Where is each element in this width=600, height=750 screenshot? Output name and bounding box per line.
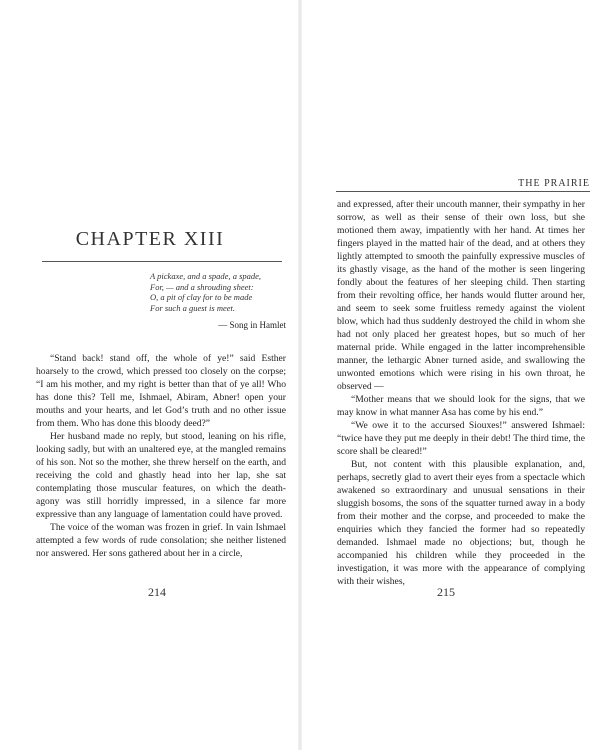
left-body-text [36, 352, 286, 560]
chapter-rule [42, 261, 282, 262]
epigraph-line: A pickaxe, and a spade, a spade, [150, 271, 262, 281]
paragraph: Her husband made no reply, but stood, leaning on his rifle, looking sadly, but with an unaltered eye, at the mangled remains of his son. Not so the mother, she threw herself on the earth, and receiving the cold and ghastly head into her lap, she sat contemplating those muscular features, on which the death-agony was still horridly impressed, in a silence far more expressive than any language of lamentation could have proved. [36, 431, 286, 520]
epigraph-line: For such a guest is meet. [150, 302, 235, 313]
paragraph: “Mother means that we should look for the signs, that we may know in what manner Asa has come by his end.” [337, 394, 585, 418]
right-page [300, 0, 600, 750]
paragraph: “We owe it to the accursed Siouxes!” answered Ishmael: “twice have they put me deeply in their debt! The third time, the score shall be cleared!” [337, 420, 585, 457]
epigraph-source: — Song in Hamlet [218, 320, 286, 330]
epigraph-line: O, a pit of clay for to be made [150, 292, 253, 302]
epigraph-line: For, — and a shrouding sheet: [150, 281, 254, 292]
paragraph: The voice of the woman was frozen in grief. In vain Ishmael attempted a few words of rude consolation; she neither listened nor answered. Her sons gathered about her in a circle, [36, 522, 286, 559]
paragraph: But, not content with this plausible explanation, and, perhaps, secretly glad to avert their eyes from a spectacle which awakened so extraordinary and unusual sensations in their sluggish bosoms, the sons of the squatter turned away in a body from their mother and the corpse, and proceeded to make the enquiries which they fancied the former had so repeatedly demanded. Ishmael made no objections; but, though he accompanied his children while they proceeded in the investigation, it was more with the appearance of complying with their wishes, [337, 459, 585, 587]
right-body-text [337, 198, 585, 588]
paragraph: “Stand back! stand off, the whole of ye!” said Esther hoarsely to the crowd, which pressed too closely on the corpse; “I am his mother, and my right is better than that of ye all! Who has done this? Tell me, Ishmael, Abiram, Abner! open your mouths and your hearts, and let God’s truth and no other issue from them. Who has done this bloody deed?” [36, 353, 286, 429]
running-head: THE PRAIRIE [518, 178, 590, 189]
chapter-title: CHAPTER XIII [75, 228, 225, 250]
epigraph [150, 271, 290, 313]
page-number: 214 [148, 585, 166, 599]
running-head-rule [336, 191, 590, 192]
paragraph: and expressed, after their uncouth manner, their sympathy in her sorrow, as well as their sense of their own loss, but she motioned them away, impatiently with her hand. At times her fingers played in the matted hair of the dead, and at others they lightly attempted to smooth the painfully expressive muscles of its ghastly visage, as the hand of the mother is seen lingering fondly about the features of her sleeping child. Then starting from their revolting office, her hands would flutter around her, and seem to seek some fruitless remedy against the violent blow, which had thus suddenly destroyed the child in whom she had not only placed her greatest hopes, but so much of her maternal pride. While engaged in the latter incomprehensible manner, the lethargic Abner turned aside, and swallowing the unwonted emotions which were rising in his own throat, he observed — [337, 199, 585, 392]
page-number: 215 [437, 585, 455, 599]
